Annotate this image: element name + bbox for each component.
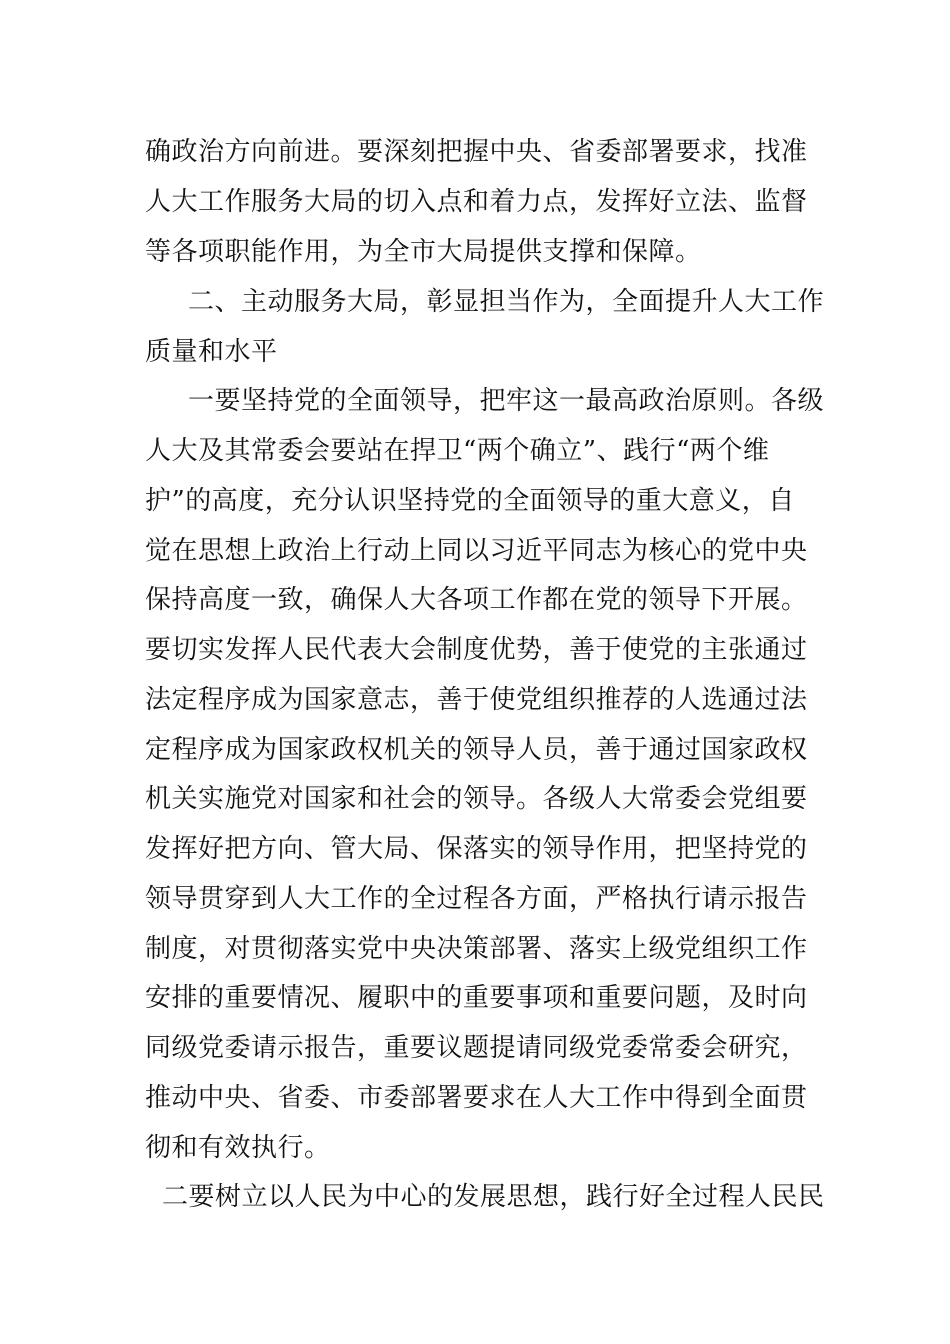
text-line: 彻和有效执行。 [145,1133,331,1163]
text-line: 发挥好把方向、管大局、保落实的领导作用，把坚持党的 [145,834,808,864]
section-heading-line: 质量和水平 [145,337,278,367]
section-heading-line: 二、主动服务大局，彰显担当作为，全面提升人大工作 [188,287,825,317]
text-line: 领导贯穿到人大工作的全过程各方面，严格执行请示报告 [145,884,808,914]
text-line: 等各项职能作用，为全市大局提供支撑和保障。 [145,237,702,267]
text-line: 要切实发挥人民代表大会制度优势，善于使党的主张通过 [145,635,808,665]
text-line: 人大工作服务大局的切入点和着力点，发挥好立法、监督 [145,187,808,217]
text-line: 护”的高度，充分认识坚持党的全面领导的重大意义，自 [145,486,795,516]
text-line: 机关实施党对国家和社会的领导。各级人大常委会党组要 [145,784,808,814]
text-line: 推动中央、省委、市委部署要求在人大工作中得到全面贯 [145,1083,808,1113]
text-line: 定程序成为国家政权机关的领导人员，善于通过国家政权 [145,735,808,765]
text-line: 保持高度一致，确保人大各项工作都在党的领导下开展。 [145,585,808,615]
text-line: 确政治方向前进。要深刻把握中央、省委部署要求，找准 [145,137,808,167]
text-line: 一要坚持党的全面领导，把牢这一最高政治原则。各级 [188,386,825,416]
text-line: 同级党委请示报告，重要议题提请同级党委常委会研究， [145,1033,808,1063]
text-line: 安排的重要情况、履职中的重要事项和重要问题，及时向 [145,983,808,1013]
text-line: 制度，对贯彻落实党中央决策部署、落实上级党组织工作 [145,934,808,964]
text-line: 觉在思想上政治上行动上同以习近平同志为核心的党中央 [145,536,808,566]
text-line: 二要树立以人民为中心的发展思想，践行好全过程人民民 [162,1182,825,1212]
text-line: 法定程序成为国家意志，善于使党组织推荐的人选通过法 [145,685,808,715]
text-line: 人大及其常委会要站在捍卫“两个确立”、践行“两个维 [145,436,770,466]
